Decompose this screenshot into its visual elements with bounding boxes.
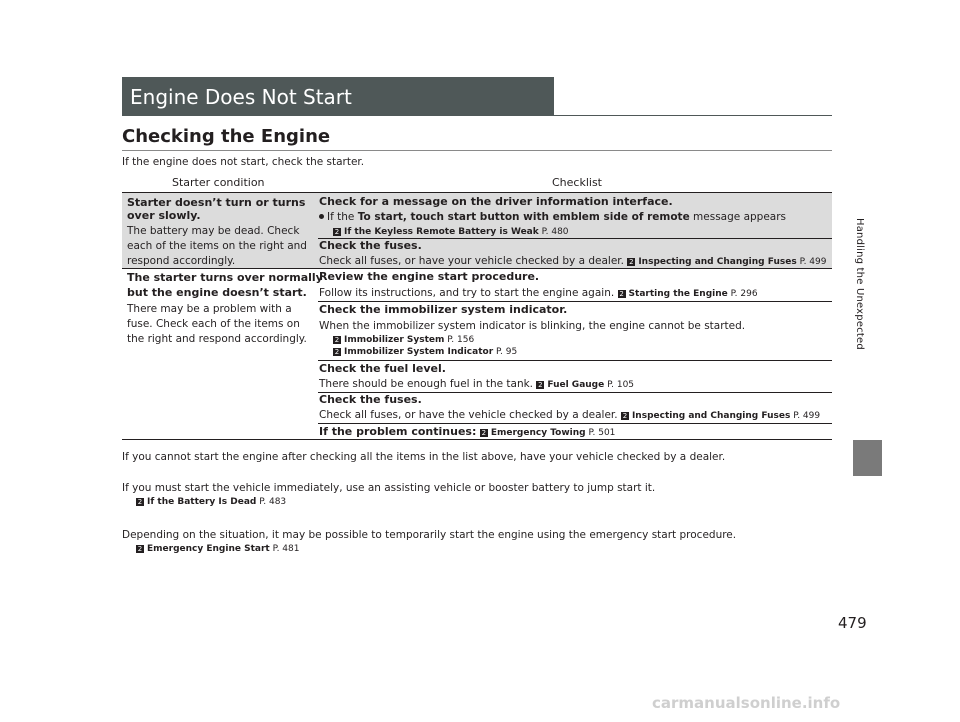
side-tab-marker	[853, 440, 882, 476]
title-rule	[122, 115, 832, 116]
arrow-ref-icon: 2	[538, 381, 543, 389]
row2-problem-continues: If the problem continues: 2 Emergency Towing P. 501	[319, 425, 616, 438]
paragraph-1: If you cannot start the engine after checking all the items in the list above, have your vehicle checked by a dealer.	[122, 451, 726, 463]
intro-text: If the engine does not start, check the starter.	[122, 156, 365, 168]
row2-check3-title: Check the fuel level.	[319, 362, 446, 375]
row2-check4-ref[interactable]: 2 Inspecting and Changing Fuses P. 499	[622, 411, 821, 421]
row2-check2-title: Check the immobilizer system indicator.	[319, 303, 568, 316]
page-heading: Checking the Engine	[122, 126, 331, 147]
side-tab	[847, 60, 871, 460]
row2-condition-desc-3: the right and respond accordingly.	[127, 333, 307, 345]
row2-condition-title-1: The starter turns over normally	[127, 271, 323, 284]
row2-check2-text: When the immobilizer system indicator is blinking, the engine cannot be started.	[319, 320, 746, 332]
paragraph-2-ref[interactable]: 2 If the Battery Is Dead P. 483	[137, 497, 287, 507]
section-title-bar	[122, 77, 554, 115]
arrow-ref-icon: 2	[334, 228, 340, 236]
row2-check4-text: Check all fuses, or have the vehicle checked by a dealer. 2 Inspecting and Changing Fuses P. 499	[319, 409, 821, 421]
col-header-checklist: Checklist	[552, 176, 602, 189]
arrow-ref-icon: 2	[619, 290, 624, 298]
col-header-condition: Starter condition	[172, 176, 265, 189]
row2-condition-desc-2: fuse. Check each of the items on	[127, 318, 300, 330]
row2-check2-ref1[interactable]: 2 Immobilizer System P. 156	[334, 335, 475, 345]
paragraph-3: Depending on the situation, it may be possible to temporarily start the engine using the emergency start procedure.	[122, 529, 737, 541]
bullet-icon	[319, 214, 324, 219]
row1-check1-ref[interactable]: 2 If the Keyless Remote Battery is Weak P. 480	[334, 227, 569, 237]
section-title: Engine Does Not Start	[130, 85, 352, 109]
row1-check2-title: Check the fuses.	[319, 239, 422, 252]
row1-check2-text: Check all fuses, or have your vehicle checked by a dealer. 2 Inspecting and Changing Fuses P. 499	[319, 255, 827, 267]
row2-check3-ref[interactable]: 2 Fuel Gauge P. 105	[538, 380, 635, 390]
row2-check4-title: Check the fuses.	[319, 393, 422, 406]
row2-condition-desc-1: There may be a problem with a	[127, 303, 292, 315]
table-bottom-rule	[122, 439, 832, 440]
paragraph-3-ref[interactable]: 2 Emergency Engine Start P. 481	[137, 544, 300, 554]
row1-check1-title: Check for a message on the driver information interface.	[319, 195, 673, 208]
arrow-ref-icon: 2	[629, 258, 634, 266]
arrow-ref-icon: 2	[622, 412, 628, 420]
row2-condition-title-2: but the engine doesn’t start.	[127, 286, 307, 299]
row1-condition-desc-2: each of the items on the right and	[127, 240, 307, 252]
row1-condition-desc-3: respond accordingly.	[127, 255, 236, 267]
row1-check2-ref[interactable]: 2 Inspecting and Changing Fuses P. 499	[629, 257, 827, 267]
paragraph-2: If you must start the vehicle immediately, use an assisting vehicle or booster battery to jump start it.	[122, 482, 656, 494]
row2-check2-ref2[interactable]: 2 Immobilizer System Indicator P. 95	[334, 347, 518, 357]
row1-condition-desc-1: The battery may be dead. Check	[127, 225, 300, 237]
row1-check1-bullet: If the To start, touch start button with emblem side of remote message appears	[319, 209, 786, 225]
row1-condition-title-1: Starter doesn’t turn or turns	[127, 196, 306, 209]
row2-check1-text: Follow its instructions, and try to start the engine again. 2 Starting the Engine P. 296	[319, 287, 758, 299]
row2-check1-title: Review the engine start procedure.	[319, 270, 540, 283]
row2-problem-ref[interactable]: 2 Emergency Towing P. 501	[481, 428, 616, 438]
side-tab-label: Handling the Unexpected	[854, 218, 865, 350]
arrow-ref-icon: 2	[334, 336, 340, 344]
heading-rule	[122, 150, 832, 151]
page-number: 479	[838, 614, 867, 632]
arrow-ref-icon: 2	[334, 348, 340, 356]
footer-watermark: carmanualsonline.info	[652, 694, 841, 712]
row2-check3-text: There should be enough fuel in the tank. 2 Fuel Gauge P. 105	[319, 378, 635, 390]
arrow-ref-icon: 2	[137, 498, 143, 506]
arrow-ref-icon: 2	[137, 545, 143, 553]
arrow-ref-icon: 2	[481, 429, 487, 437]
row1-condition-title-2: over slowly.	[127, 209, 201, 222]
row2-check1-ref[interactable]: 2 Starting the Engine P. 296	[619, 289, 758, 299]
